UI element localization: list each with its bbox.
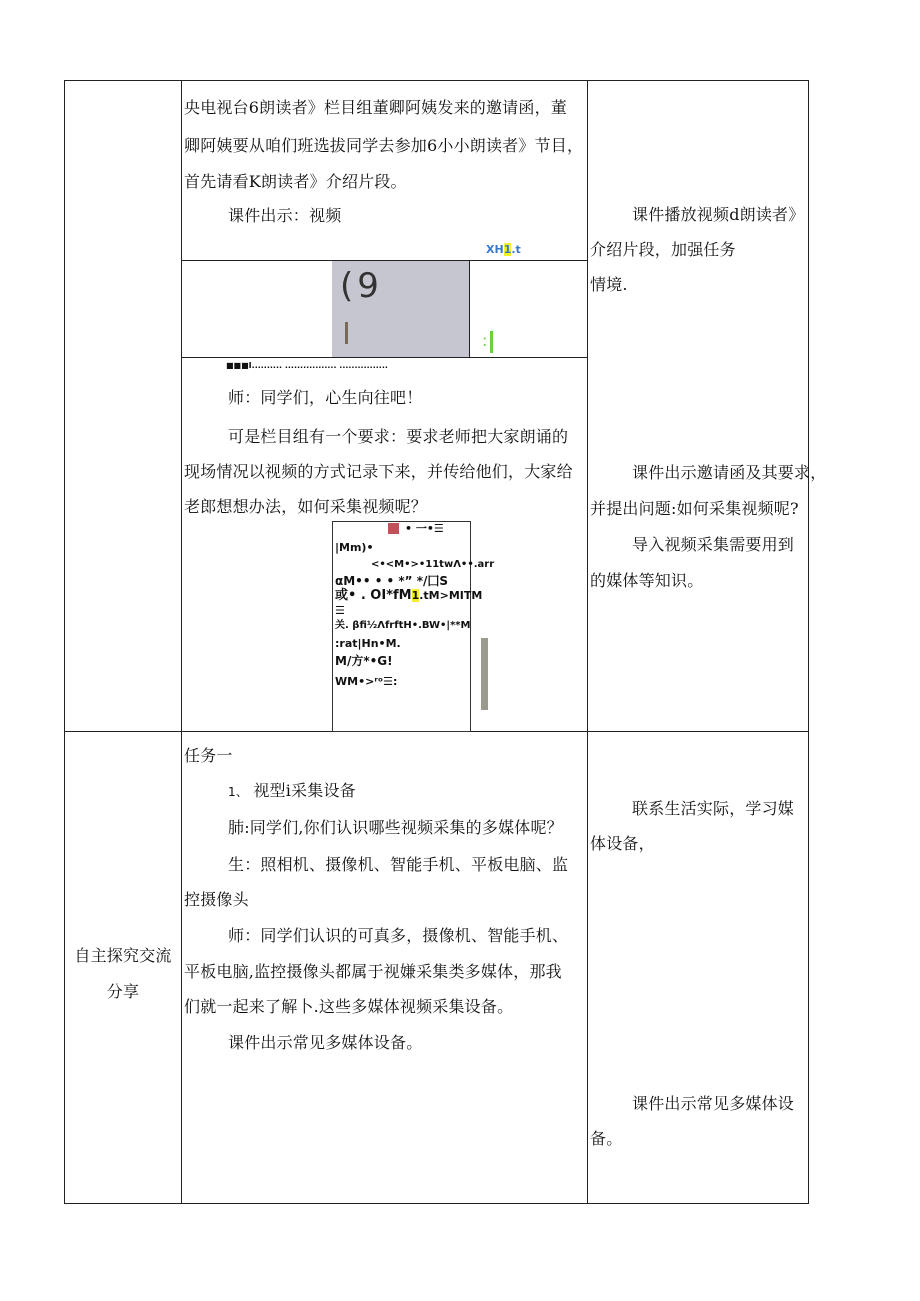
note-video-line-1: 课件播放视频d朗读者》 — [632, 205, 805, 224]
letter-line-5 — [335, 589, 482, 603]
letter-line-5-highlight: 1 — [411, 589, 420, 602]
video-frame-bottom — [182, 357, 587, 358]
letter-red-square — [388, 523, 399, 534]
requirement-line-3: 老郎想想办法，如何采集视频呢？ — [184, 497, 428, 516]
teacher-explain-line-3: 们就一起来了解卜.这些多媒体视频采集设备。 — [184, 997, 514, 1016]
letter-line-8: :rat|Hn•M. — [335, 637, 401, 650]
video-green-bar — [490, 331, 493, 353]
intro-line-1: 央电视台6朗读者》栏目组董卿阿姨发来的邀请函，董 — [184, 98, 567, 117]
note-letter-line-2: 并提出问题:如何采集视频呢? — [590, 499, 799, 518]
letter-line-4: αM•• • • *” */囗S — [335, 574, 449, 588]
task-item-1-text: 视型i采集设备 — [253, 781, 356, 800]
teacher-question: 肺:同学们,你们认识哪些视频采集的多媒体呢？ — [228, 818, 563, 837]
teacher-explain-line-2: 平板电脑,监控摄像头都属于视嫌采集类多媒体，那我 — [184, 962, 562, 981]
video-side-colon: : — [482, 331, 488, 350]
video-tag — [486, 243, 521, 256]
video-tag-suffix: .t — [511, 243, 521, 256]
task-item-1-number: 1、 — [228, 785, 249, 799]
stage-label-line-1: 自主探究交流 — [74, 946, 172, 965]
task-heading: 任务一 — [184, 746, 233, 765]
table-border-right — [808, 80, 809, 1204]
note-show-line-2: 备。 — [590, 1129, 623, 1148]
column-divider-1 — [181, 80, 182, 1204]
video-tag-highlight: 1 — [503, 243, 512, 256]
requirement-line-1: 可是栏目组有一个要求：要求老师把大家朗诵的 — [228, 427, 569, 446]
column-divider-2 — [587, 80, 588, 1204]
video-progress-text: ■■■I.......... ................. ................ — [226, 361, 388, 370]
stage-label-line-2: 分享 — [106, 982, 140, 1001]
student-answer-line-2: 控摄像头 — [184, 890, 249, 909]
note-letter-line-3: 导入视频采集需要用到 — [632, 535, 795, 554]
table-border-left — [64, 80, 65, 1204]
note-show-line-1: 课件出示常见多媒体设 — [632, 1094, 795, 1113]
table-border-top — [64, 80, 809, 81]
intro-line-2: 卿阿姨要从咱们班选拔同学去参加6小小朗读者》节目， — [184, 136, 584, 155]
letter-line-7: 关. βfi½ΛfrftH•.BW•|**M — [335, 620, 471, 631]
teacher-explain-line-1: 师：同学们认识的可真多，摄像机、智能手机、 — [228, 926, 569, 945]
note-letter-line-1: 课件出示邀请函及其要求， — [632, 463, 827, 482]
letter-line-1: • 一•☰ — [405, 522, 444, 535]
video-big-glyph: (9 — [340, 266, 383, 306]
letter-line-6: ☰ — [335, 604, 345, 617]
video-frame-divider — [469, 260, 470, 358]
note-devices-line-2: 体设备， — [590, 834, 655, 853]
table-border-bottom — [64, 1203, 809, 1204]
student-answer-line-1: 生：照相机、摄像机、智能手机、平板电脑、监 — [228, 855, 569, 874]
note-letter-line-4: 的媒体等知识。 — [590, 571, 704, 590]
requirement-line-2: 现场情况以视频的方式记录下来，并传给他们，大家给 — [184, 462, 573, 481]
letter-scrollbar[interactable] — [481, 638, 488, 710]
note-devices-line-1: 联系生活实际，学习媒 — [632, 799, 795, 818]
note-video-line-2: 介绍片段，加强任务 — [590, 240, 736, 259]
letter-line-9: M/方*•G! — [335, 654, 393, 668]
teacher-line: 师：同学们，心生向往吧！ — [228, 388, 423, 407]
note-video-line-3: 情境. — [590, 275, 628, 294]
courseware-video-label: 课件出示：视频 — [228, 206, 342, 225]
letter-line-3: <•<M•>•11twΛ••.arr — [371, 559, 495, 570]
intro-line-3: 首先请看K朗读者》介绍片段。 — [184, 172, 407, 191]
letter-line-5a: 或• . OI*fM — [335, 588, 412, 603]
letter-line-2: |Mm)• — [335, 541, 374, 554]
courseware-devices: 课件出示常见多媒体设备。 — [228, 1033, 423, 1052]
video-tag-prefix: XH — [486, 243, 504, 256]
letter-line-10: WM•>ʳᵒ☰: — [335, 675, 398, 688]
video-brown-bar — [345, 322, 348, 344]
task-item-1 — [228, 781, 356, 802]
letter-line-5b: .tM>MITM — [419, 589, 483, 602]
